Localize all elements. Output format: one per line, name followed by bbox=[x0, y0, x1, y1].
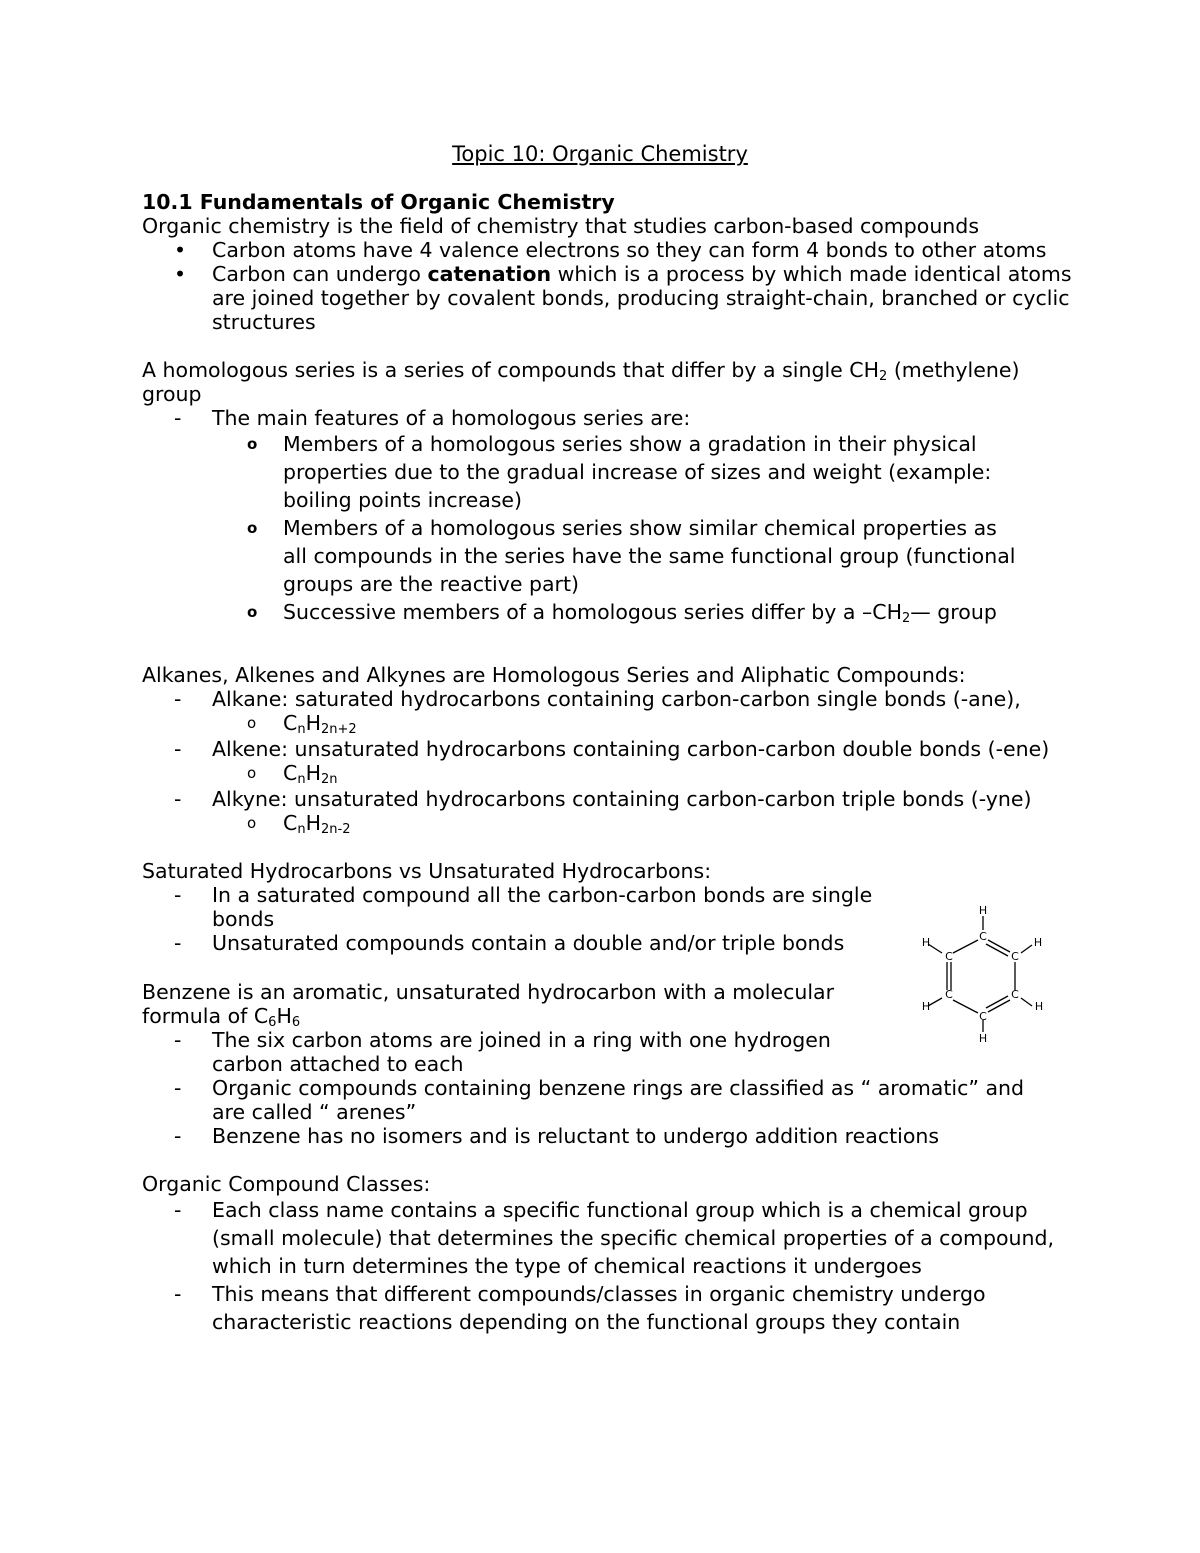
dash-marker: - bbox=[174, 1198, 182, 1222]
o-marker: o bbox=[247, 764, 257, 782]
list-item bbox=[142, 238, 1072, 262]
catenation-post: which is a process by which made identical atoms are joined together by covalent bonds, producing straight-chain, branched or cyclic structures bbox=[212, 262, 1072, 334]
o-marker: o bbox=[247, 519, 258, 537]
list-item bbox=[142, 931, 892, 955]
list-item-text: Organic compounds containing benzene rings are classified as “ aromatic” and are called “ arenes” bbox=[212, 1076, 1025, 1124]
list-item-text: Carbon atoms have 4 valence electrons so they can form 4 bonds to other atoms bbox=[212, 238, 1047, 262]
subscript: 2 bbox=[902, 611, 911, 626]
atom-label: C bbox=[1011, 988, 1019, 1001]
formula-c: C bbox=[283, 761, 298, 785]
o-marker: o bbox=[247, 714, 257, 732]
bond-line bbox=[1021, 945, 1032, 953]
o-marker: o bbox=[247, 435, 258, 453]
list-item bbox=[142, 406, 1072, 430]
dash-marker: - bbox=[174, 1028, 182, 1052]
list-item bbox=[142, 430, 1022, 514]
subscript: 2n+2 bbox=[321, 722, 357, 737]
list-item bbox=[142, 262, 1072, 334]
atom-label: H bbox=[978, 904, 988, 917]
list-item bbox=[142, 1124, 1052, 1148]
list-item-text: Members of a homologous series show a gradation in their physical properties due to the gradual increase of sizes and weight (example: boiling points increase) bbox=[283, 432, 992, 512]
list-item bbox=[142, 598, 1022, 626]
bond-line bbox=[986, 996, 1008, 1008]
subscript: 2 bbox=[879, 369, 888, 384]
formula-h: H bbox=[305, 761, 321, 785]
benzene-intro bbox=[142, 980, 842, 1028]
homologous-points bbox=[142, 430, 1022, 626]
catenation-term: catenation bbox=[427, 262, 552, 286]
bond-line bbox=[953, 1000, 978, 1013]
atom-label: H bbox=[1033, 936, 1043, 949]
list-item-text: Each class name contains a specific functional group which is a chemical group (small molecule) that determines the specific chemical properties of a compound, which in turn determines the type of chemical reactions it undergoes bbox=[212, 1198, 1055, 1278]
bullet-marker: • bbox=[174, 262, 187, 286]
dash-marker: - bbox=[174, 687, 182, 711]
alkyne-text: Alkyne: unsaturated hydrocarbons containing carbon-carbon triple bonds (-yne) bbox=[212, 787, 1032, 811]
atom-label: C bbox=[979, 930, 987, 943]
homologous-intro-text-end: (methylene) group bbox=[142, 358, 1020, 406]
o-marker: o bbox=[247, 603, 258, 621]
classes-list bbox=[142, 1196, 1072, 1336]
section-heading: 10.1 Fundamentals of Organic Chemistry bbox=[142, 190, 615, 214]
alkane-text: Alkane: saturated hydrocarbons containing carbon-carbon single bonds (-ane), bbox=[212, 687, 1021, 711]
subscript: 6 bbox=[268, 1015, 277, 1030]
formula-item bbox=[142, 761, 1072, 787]
dash-marker: - bbox=[174, 1076, 182, 1100]
benzene-structure-diagram bbox=[918, 898, 1048, 1048]
page-title: Topic 10: Organic Chemistry bbox=[452, 142, 748, 166]
formula-h: H bbox=[276, 1004, 292, 1028]
list-item bbox=[142, 787, 1072, 811]
formula-c: C bbox=[283, 811, 298, 835]
list-item bbox=[142, 1196, 1072, 1280]
subscript: n bbox=[297, 722, 306, 737]
benzene-list bbox=[142, 1028, 1052, 1148]
atom-label: C bbox=[979, 1010, 987, 1023]
list-item-text-end: — group bbox=[910, 600, 997, 624]
formula-h: H bbox=[305, 711, 321, 735]
aliphatic-list bbox=[142, 687, 1072, 837]
bullet-marker: • bbox=[174, 238, 187, 262]
saturated-list bbox=[142, 883, 892, 955]
atom-label: H bbox=[1034, 1000, 1044, 1013]
list-item bbox=[142, 1280, 1002, 1336]
dash-marker: - bbox=[174, 406, 182, 430]
dash-marker: - bbox=[174, 787, 182, 811]
carbon-bullet-list bbox=[142, 238, 1072, 334]
list-item-text: Successive members of a homologous series differ by a –CH bbox=[283, 600, 902, 624]
homologous-intro bbox=[142, 358, 1042, 406]
bond-line bbox=[986, 944, 1008, 956]
list-item-text: Benzene has no isomers and is reluctant to undergo addition reactions bbox=[212, 1124, 940, 1148]
bond-line bbox=[1021, 998, 1032, 1006]
list-item-text: This means that different compounds/classes in organic chemistry undergo characteristic reactions depending on the functional groups they contain bbox=[212, 1282, 986, 1334]
subscript: 2n bbox=[321, 772, 338, 787]
atom-label: H bbox=[921, 936, 931, 949]
formula-c: C bbox=[283, 711, 298, 735]
formula-item bbox=[142, 711, 1072, 737]
list-item bbox=[142, 514, 1022, 598]
catenation-pre: Carbon can undergo bbox=[212, 262, 428, 286]
list-item bbox=[142, 1076, 1052, 1124]
subscript: n bbox=[297, 772, 306, 787]
benzene-intro-text: Benzene is an aromatic, unsaturated hydrocarbon with a molecular formula of C bbox=[142, 980, 835, 1028]
atom-label: C bbox=[945, 950, 953, 963]
list-item bbox=[142, 737, 1072, 761]
bond-line bbox=[988, 940, 1010, 952]
subscript: 6 bbox=[291, 1015, 301, 1030]
homologous-intro-text: A homologous series is a series of compounds that differ by a single CH bbox=[142, 358, 880, 382]
subscript: n bbox=[297, 822, 306, 837]
dash-marker: - bbox=[174, 883, 182, 907]
alkene-text: Alkene: unsaturated hydrocarbons containing carbon-carbon double bonds (-ene) bbox=[212, 737, 1050, 761]
list-item-text: In a saturated compound all the carbon-carbon bonds are single bonds bbox=[212, 883, 873, 931]
atom-label: H bbox=[978, 1032, 988, 1045]
dash-marker: - bbox=[174, 931, 182, 955]
list-item-text: Unsaturated compounds contain a double and/or triple bonds bbox=[212, 931, 845, 955]
atom-label: C bbox=[945, 988, 953, 1001]
formula-item bbox=[142, 811, 1072, 837]
dash-marker: - bbox=[174, 737, 182, 761]
bond-line bbox=[988, 1000, 1010, 1012]
section-intro: Organic chemistry is the field of chemistry that studies carbon-based compounds bbox=[142, 214, 979, 238]
dash-marker: - bbox=[174, 1282, 182, 1306]
list-item-text: The main features of a homologous series are: bbox=[212, 406, 691, 430]
saturated-intro: Saturated Hydrocarbons vs Unsaturated Hydrocarbons: bbox=[142, 859, 712, 883]
bond-line bbox=[953, 940, 978, 953]
o-marker: o bbox=[247, 814, 257, 832]
list-item bbox=[142, 1028, 837, 1076]
formula-h: H bbox=[305, 811, 321, 835]
classes-intro: Organic Compound Classes: bbox=[142, 1172, 431, 1196]
list-item bbox=[142, 883, 892, 931]
list-item bbox=[142, 687, 1072, 711]
subscript: 2n-2 bbox=[321, 822, 351, 837]
atom-label: C bbox=[1011, 950, 1019, 963]
list-item-text: Members of a homologous series show similar chemical properties as all compounds in the series have the same functional group (functional groups are the reactive part) bbox=[283, 516, 1016, 596]
aliphatic-intro: Alkanes, Alkenes and Alkynes are Homologous Series and Aliphatic Compounds: bbox=[142, 663, 966, 687]
list-item-text: The six carbon atoms are joined in a ring with one hydrogen carbon attached to each bbox=[212, 1028, 831, 1076]
dash-marker: - bbox=[174, 1124, 182, 1148]
atom-label: H bbox=[921, 1000, 931, 1013]
homologous-features bbox=[142, 406, 1072, 430]
